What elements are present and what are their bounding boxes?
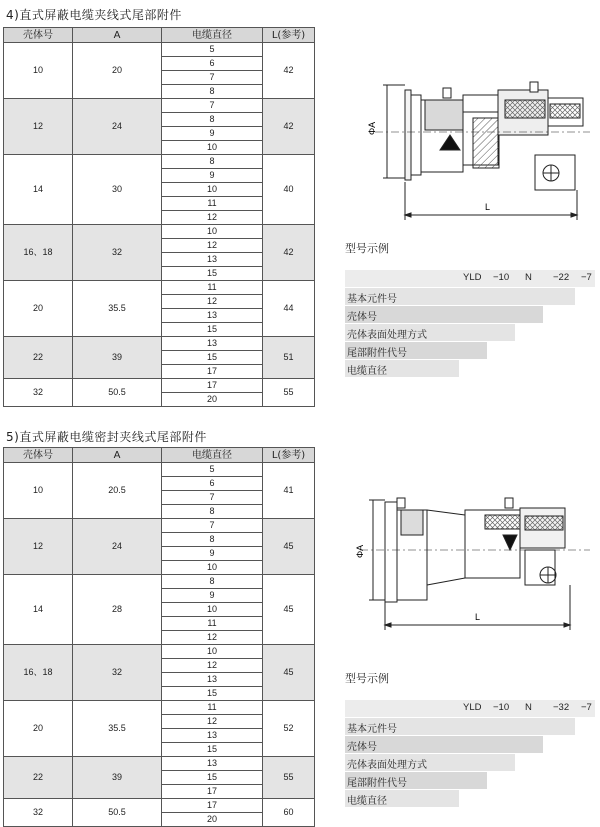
model-example-label: 壳体号 xyxy=(347,312,377,323)
a-dimension-cell: 50.5 xyxy=(73,379,162,407)
cable-diameter-cell: 12 xyxy=(162,715,263,729)
table-row xyxy=(4,155,315,169)
model-example-step xyxy=(345,306,543,323)
example-title: 型号示例 xyxy=(345,672,389,685)
model-example-step xyxy=(345,790,459,807)
length-cell: 42 xyxy=(263,99,315,155)
cable-diameter-cell: 8 xyxy=(162,575,263,589)
model-code-part: N xyxy=(525,702,532,713)
cable-diameter-cell: 12 xyxy=(162,239,263,253)
a-dimension-cell: 24 xyxy=(73,519,162,575)
cable-diameter-cell: 10 xyxy=(162,645,263,659)
cable-diameter-cell: 13 xyxy=(162,337,263,351)
length-cell: 52 xyxy=(263,701,315,757)
model-example-step xyxy=(345,324,515,341)
col-header-length: L(参考) xyxy=(263,448,315,463)
cable-diameter-cell: 9 xyxy=(162,547,263,561)
cable-diameter-cell: 13 xyxy=(162,729,263,743)
length-cell: 55 xyxy=(263,379,315,407)
shell-size-cell: 20 xyxy=(4,701,73,757)
dim-phi-a: ΦA xyxy=(367,121,377,135)
model-example-step xyxy=(345,360,459,377)
length-cell: 41 xyxy=(263,463,315,519)
connector-drawing-sec4 xyxy=(345,60,595,225)
cable-diameter-cell: 11 xyxy=(162,617,263,631)
cable-diameter-cell: 8 xyxy=(162,85,263,99)
col-header-length: L(参考) xyxy=(263,28,315,43)
shell-size-cell: 10 xyxy=(4,43,73,99)
cable-diameter-cell: 7 xyxy=(162,99,263,113)
cable-diameter-cell: 10 xyxy=(162,183,263,197)
section5-title: 5)直式屏蔽电缆密封夹线式尾部附件 xyxy=(6,430,207,444)
cable-diameter-cell: 15 xyxy=(162,743,263,757)
cable-diameter-cell: 7 xyxy=(162,491,263,505)
cable-diameter-cell: 17 xyxy=(162,365,263,379)
model-example-sec4 xyxy=(345,270,595,376)
shell-size-cell: 14 xyxy=(4,575,73,645)
model-example-label: 电缆直径 xyxy=(347,366,387,377)
shell-size-cell: 14 xyxy=(4,155,73,225)
cable-diameter-cell: 7 xyxy=(162,71,263,85)
model-code-part: −22 xyxy=(553,272,570,283)
cable-diameter-cell: 10 xyxy=(162,561,263,575)
model-example-label: 尾部附件代号 xyxy=(347,348,407,359)
table-row xyxy=(4,757,315,771)
section4-table xyxy=(3,27,315,407)
cable-diameter-cell: 9 xyxy=(162,127,263,141)
shell-size-cell: 10 xyxy=(4,463,73,519)
cable-diameter-cell: 13 xyxy=(162,673,263,687)
shell-size-cell: 22 xyxy=(4,337,73,379)
cable-diameter-cell: 11 xyxy=(162,197,263,211)
model-example-step xyxy=(345,754,515,771)
section4-title: 4)直式屏蔽电缆夹线式尾部附件 xyxy=(6,8,182,22)
shell-size-cell: 32 xyxy=(4,379,73,407)
length-cell: 44 xyxy=(263,281,315,337)
table-row xyxy=(4,645,315,659)
model-code-band xyxy=(345,270,595,287)
cable-diameter-cell: 10 xyxy=(162,225,263,239)
shell-size-cell: 22 xyxy=(4,757,73,799)
model-example-step xyxy=(345,342,487,359)
table-row xyxy=(4,99,315,113)
model-example-step xyxy=(345,736,543,753)
model-code-part: N xyxy=(525,272,532,283)
cable-diameter-cell: 13 xyxy=(162,309,263,323)
table-row xyxy=(4,379,315,393)
model-code-part: −32 xyxy=(553,702,570,713)
model-code-part: −10 xyxy=(493,702,510,713)
a-dimension-cell: 28 xyxy=(73,575,162,645)
cable-diameter-cell: 15 xyxy=(162,267,263,281)
cable-diameter-cell: 12 xyxy=(162,295,263,309)
cable-diameter-cell: 8 xyxy=(162,533,263,547)
table-row xyxy=(4,799,315,813)
cable-diameter-cell: 12 xyxy=(162,211,263,225)
length-cell: 45 xyxy=(263,519,315,575)
cable-diameter-cell: 17 xyxy=(162,799,263,813)
shell-size-cell: 12 xyxy=(4,519,73,575)
length-cell: 40 xyxy=(263,155,315,225)
cable-diameter-cell: 20 xyxy=(162,813,263,827)
table-row xyxy=(4,337,315,351)
cable-diameter-cell: 10 xyxy=(162,603,263,617)
cable-diameter-cell: 15 xyxy=(162,771,263,785)
cable-diameter-cell: 13 xyxy=(162,253,263,267)
cable-diameter-cell: 11 xyxy=(162,281,263,295)
cable-diameter-cell: 10 xyxy=(162,141,263,155)
cable-diameter-cell: 15 xyxy=(162,351,263,365)
a-dimension-cell: 39 xyxy=(73,757,162,799)
shell-size-cell: 20 xyxy=(4,281,73,337)
cable-diameter-cell: 7 xyxy=(162,519,263,533)
a-dimension-cell: 35.5 xyxy=(73,701,162,757)
length-cell: 45 xyxy=(263,575,315,645)
cable-diameter-cell: 15 xyxy=(162,687,263,701)
col-header-a: A xyxy=(73,448,162,463)
cable-diameter-cell: 20 xyxy=(162,393,263,407)
shell-size-cell: 32 xyxy=(4,799,73,827)
col-header-a: A xyxy=(73,28,162,43)
cable-diameter-cell: 5 xyxy=(162,43,263,57)
cable-diameter-cell: 12 xyxy=(162,659,263,673)
cable-diameter-cell: 8 xyxy=(162,155,263,169)
model-example-label: 基本元件号 xyxy=(347,724,397,735)
table-row xyxy=(4,225,315,239)
cable-diameter-cell: 17 xyxy=(162,785,263,799)
table-row xyxy=(4,463,315,477)
length-cell: 55 xyxy=(263,757,315,799)
model-example-label: 电缆直径 xyxy=(347,796,387,807)
model-code-part: YLD xyxy=(463,702,482,713)
cable-diameter-cell: 13 xyxy=(162,757,263,771)
dim-length: L xyxy=(475,612,481,622)
cable-diameter-cell: 8 xyxy=(162,113,263,127)
table-row xyxy=(4,43,315,57)
length-cell: 60 xyxy=(263,799,315,827)
shell-size-cell: 16、18 xyxy=(4,225,73,281)
model-example-label: 壳体表面处理方式 xyxy=(347,330,427,341)
a-dimension-cell: 20.5 xyxy=(73,463,162,519)
col-header-shell: 壳体号 xyxy=(4,28,73,43)
cable-diameter-cell: 8 xyxy=(162,505,263,519)
a-dimension-cell: 20 xyxy=(73,43,162,99)
col-header-cable-diameter: 电缆直径 xyxy=(162,448,263,463)
table-row xyxy=(4,519,315,533)
section5-table xyxy=(3,447,315,827)
model-code-part: −7 xyxy=(581,702,592,713)
example-title: 型号示例 xyxy=(345,242,389,255)
a-dimension-cell: 30 xyxy=(73,155,162,225)
col-header-shell: 壳体号 xyxy=(4,448,73,463)
a-dimension-cell: 35.5 xyxy=(73,281,162,337)
length-cell: 51 xyxy=(263,337,315,379)
dim-phi-a: ΦA xyxy=(355,544,365,558)
cable-diameter-cell: 17 xyxy=(162,379,263,393)
cable-diameter-cell: 9 xyxy=(162,589,263,603)
model-code-part: −10 xyxy=(493,272,510,283)
shell-size-cell: 12 xyxy=(4,99,73,155)
model-example-label: 尾部附件代号 xyxy=(347,778,407,789)
a-dimension-cell: 32 xyxy=(73,225,162,281)
model-example-label: 壳体表面处理方式 xyxy=(347,760,427,771)
length-cell: 42 xyxy=(263,43,315,99)
table-row xyxy=(4,281,315,295)
col-header-cable-diameter: 电缆直径 xyxy=(162,28,263,43)
cable-diameter-cell: 6 xyxy=(162,477,263,491)
model-example-step xyxy=(345,772,487,789)
model-example-step xyxy=(345,718,575,735)
dim-length: L xyxy=(485,202,491,212)
cable-diameter-cell: 5 xyxy=(162,463,263,477)
model-code-part: −7 xyxy=(581,272,592,283)
cable-diameter-cell: 11 xyxy=(162,701,263,715)
cable-diameter-cell: 12 xyxy=(162,631,263,645)
model-example-label: 基本元件号 xyxy=(347,294,397,305)
connector-drawing-sec5 xyxy=(345,490,595,640)
model-example-step xyxy=(345,288,575,305)
length-cell: 45 xyxy=(263,645,315,701)
a-dimension-cell: 39 xyxy=(73,337,162,379)
model-code-band xyxy=(345,700,595,717)
length-cell: 42 xyxy=(263,225,315,281)
a-dimension-cell: 50.5 xyxy=(73,799,162,827)
table-row xyxy=(4,575,315,589)
cable-diameter-cell: 15 xyxy=(162,323,263,337)
table-row xyxy=(4,701,315,715)
model-example-sec5 xyxy=(345,700,595,806)
cable-diameter-cell: 9 xyxy=(162,169,263,183)
model-code-part: YLD xyxy=(463,272,482,283)
cable-diameter-cell: 6 xyxy=(162,57,263,71)
model-example-label: 壳体号 xyxy=(347,742,377,753)
a-dimension-cell: 24 xyxy=(73,99,162,155)
shell-size-cell: 16、18 xyxy=(4,645,73,701)
a-dimension-cell: 32 xyxy=(73,645,162,701)
